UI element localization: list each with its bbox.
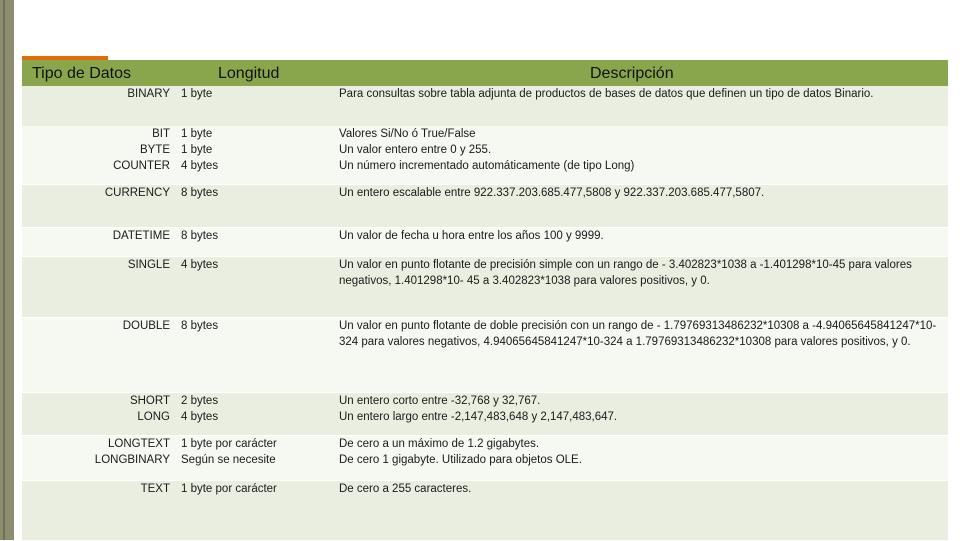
- type-cell: DOUBLE: [122, 320, 170, 332]
- length-cell: 8 bytes: [181, 320, 219, 332]
- table-row: [22, 185, 948, 228]
- table-row: [22, 481, 948, 541]
- type-cell: DATETIME: [112, 230, 170, 242]
- type-cell: BIT BYTE COUNTER: [113, 128, 170, 172]
- table-row: [22, 318, 948, 393]
- data-types-table: [22, 86, 948, 540]
- description-cell: De cero a un máximo de 1.2 gigabytes. De cero 1 gigabyte. Utilizado para objetos OLE.: [339, 438, 582, 466]
- description-cell: Un valor en punto flotante de doble precisión con un rango de - 1.79769313486232*10308 a -4.94065645841247*10-324 para valores negativos, 4.94065645841247*10-324 a 1.79769313486232*10308 para valores positivos, y 0.: [339, 320, 937, 348]
- table-row: [22, 126, 948, 185]
- description-cell: De cero a 255 caracteres.: [339, 483, 472, 495]
- header-longitud: Longitud: [218, 65, 280, 82]
- type-cell: LONGTEXT LONGBINARY: [94, 438, 170, 466]
- table-row: [22, 257, 948, 318]
- table-row: [22, 436, 948, 481]
- description-cell: Un valor en punto flotante de precisión simple con un rango de - 3.402823*1038 a -1.401298*10-45 para valores negativos, 1.401298*10- 45 a 3.402823*1038 para valores positivos, y 0.: [339, 259, 912, 287]
- type-cell: BINARY: [127, 88, 170, 100]
- table-row: [22, 86, 948, 127]
- length-cell: 8 bytes: [181, 230, 219, 242]
- type-cell: CURRENCY: [104, 187, 170, 199]
- length-cell: 1 byte 1 byte 4 bytes: [181, 128, 219, 172]
- table-row: [22, 393, 948, 436]
- length-cell: 1 byte por carácter: [181, 483, 277, 495]
- header-descripcion: Descripción: [590, 65, 674, 82]
- length-cell: 4 bytes: [181, 259, 219, 271]
- description-cell: Un entero escalable entre 922.337.203.685.477,5808 y 922.337.203.685.477,5807.: [339, 187, 765, 199]
- description-cell: Para consultas sobre tabla adjunta de productos de bases de datos que definen un tipo de datos Binario.: [339, 88, 874, 100]
- length-cell: 8 bytes: [181, 187, 219, 199]
- description-cell: Un entero corto entre -32,768 y 32,767. Un entero largo entre -2,147,483,648 y 2,147,483,647.: [339, 395, 618, 423]
- type-cell: TEXT: [140, 483, 170, 495]
- table-header: [22, 60, 948, 86]
- description-cell: Valores Si/No ó True/False Un valor entero entre 0 y 255. Un número incrementado automáticamente (de tipo Long): [339, 128, 635, 172]
- left-decorative-strip: [0, 0, 14, 540]
- length-cell: 2 bytes 4 bytes: [181, 395, 219, 423]
- description-cell: Un valor de fecha u hora entre los años 100 y 9999.: [339, 230, 604, 242]
- type-cell: SHORT LONG: [129, 395, 170, 423]
- length-cell: 1 byte por carácter Según se necesite: [181, 438, 277, 466]
- table-row: [22, 228, 948, 257]
- type-cell: SINGLE: [127, 259, 170, 271]
- header-tipo-de-datos: Tipo de Datos: [32, 65, 132, 82]
- length-cell: 1 byte: [181, 88, 213, 100]
